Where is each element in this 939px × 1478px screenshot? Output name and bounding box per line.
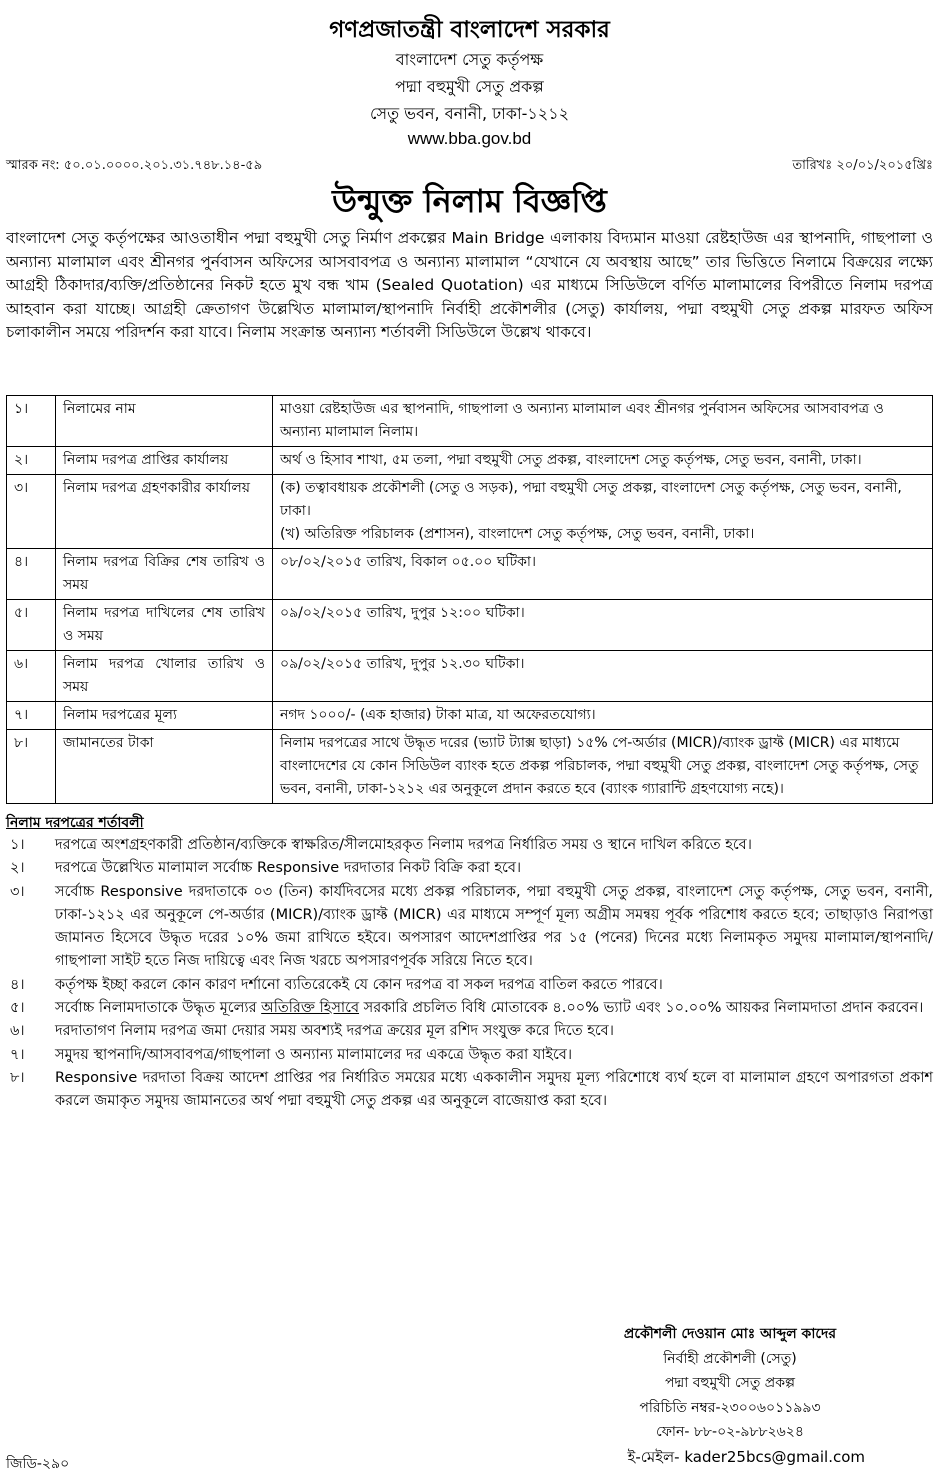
schedule-row-number: ১।	[7, 396, 56, 447]
schedule-row-number: ৩।	[7, 475, 56, 549]
gd-number: জিডি-২৯০	[6, 1456, 70, 1472]
project-name: পদ্মা বহুমুখী সেতু প্রকল্প	[395, 77, 544, 96]
government-title: গণপ্রজাতন্ত্রী বাংলাদেশ সরকার	[329, 17, 610, 43]
schedule-row	[7, 396, 933, 447]
schedule-row-value	[273, 702, 933, 730]
term-text: সর্বোচ্চ Responsive দরদাতাকে ০৩ (তিন) কার্যদিবসের মধ্যে প্রকল্প পরিচালক, পদ্মা বহুমুখী সেতু প্রকল্প, বাংলাদেশ সেতু কর্তৃপক্ষ, সেতু ভবন, বনানী, ঢাকা-১২১২ এর অনুকূলে পে-অর্ডার (MICR)/ব্যাংক ড্রাফ্ট (MICR) এর মাধ্যমে সম্পূর্ণ মূল্য অগ্রীম সমন্বয় পূর্বক পরিশোধ করতে হবে; তাছাড়াও নিরাপত্তা জামানত হিসেবে উদ্ধৃত দরের ১০% জমা রাখিতে হইবে। অপসারণ আদেশপ্রাপ্তির পর ১৫ (পনের) দিনের মধ্যে নিলামকৃত সমুদয় মালামাল/স্থাপনাদি/গাছপালা সাইট হতে নিজ দায়িত্বে এবং নিজ খরচে অপসারণপূর্বক সরিয়ে নিতে হবে।	[55, 883, 933, 970]
notice-title: উন্মুক্ত নিলাম বিজ্ঞপ্তি	[332, 182, 607, 220]
schedule-row-value	[273, 475, 933, 549]
signatory-phone: ফোন- ৮৮-০২-৯৮৮২৬২৪	[656, 1424, 804, 1440]
schedule-row-value	[273, 549, 933, 600]
term-number: ৫।	[10, 1000, 25, 1017]
term-number: ২।	[10, 860, 25, 877]
term-text: দরপত্রে উল্লেখিত মালামাল সর্বোচ্চ Responsive দরদাতার নিকট বিক্রি করা হবে।	[55, 860, 522, 877]
term-item	[6, 881, 933, 974]
notice-date: তারিখঃ ২০/০১/২০১৫খ্রিঃ	[792, 158, 933, 173]
signatory-id: পরিচিতি নম্বর-২৩০০৬০১১৯৯৩	[639, 1399, 821, 1416]
schedule-row-label: নিলাম দরপত্র খোলার তারিখ ও সময়	[56, 651, 273, 702]
schedule-row-label: নিলাম দরপত্র বিক্রির শেষ তারিখ ও সময়	[56, 549, 273, 600]
signatory-project: পদ্মা বহুমুখী সেতু প্রকল্প	[664, 1375, 796, 1391]
website-link[interactable]: www.bba.gov.bd	[407, 129, 532, 148]
schedule-value-line: (ক) তত্বাবধায়ক প্রকৌশলী (সেতু ও সড়ক), পদ্মা বহুমুখী সেতু প্রকল্প, বাংলাদেশ সেতু কর্তৃপক্ষ, সেতু ভবন, বনানী, ঢাকা।	[280, 480, 902, 519]
term-text	[55, 997, 933, 1020]
email-label: ই-মেইল-	[627, 1447, 685, 1466]
authority-name: বাংলাদেশ সেতু কর্তৃপক্ষ	[395, 50, 544, 69]
schedule-value-line: মাওয়া রেষ্টহাউজ এর স্থাপনাদি, গাছপালা ও অন্যান্য মালামাল এবং শ্রীনগর পুর্নবাসন অফিসের আসবাবপত্র ও অন্যান্য মালামাল নিলাম।	[280, 401, 884, 440]
schedule-row-label: নিলামের নাম	[56, 396, 273, 447]
reference-row	[6, 155, 933, 177]
schedule-row-number: ২।	[7, 447, 56, 475]
term-item	[6, 1044, 933, 1067]
term-item	[6, 857, 933, 880]
schedule-value-line: নিলাম দরপত্রের সাথে উদ্ধৃত দরের (ভ্যাট ট্যাক্স ছাড়া) ১৫% পে-অর্ডার (MICR)/ব্যাংক ড্রাফ্ট (MICR) এর মাধ্যমে বাংলাদেশের যে কোন সিডিউল ব্যাংক হতে প্রকল্প পরিচালক, পদ্মা বহুমুখী সেতু প্রকল্প, বাংলাদেশ সেতু কর্তৃপক্ষ, সেতু ভবন, বনানী, ঢাকা-১২১২ এর অনুকূলে প্রদান করতে হবে (ব্যাংক গ্যারান্টি গ্রহণযোগ্য নহে)।	[280, 735, 919, 797]
schedule-row	[7, 730, 933, 804]
schedule-value-line: (খ) অতিরিক্ত পরিচালক (প্রশাসন), বাংলাদেশ সেতু কর্তৃপক্ষ, সেতু ভবন, বনানী, ঢাকা।	[280, 526, 755, 542]
term-underlined-text: অতিরিক্ত হিসাবে	[261, 1000, 360, 1017]
schedule-row-value	[273, 600, 933, 651]
memo-number: স্মারক নং: ৫০.০১.০০০০.২০১.৩১.৭৪৮.১৪-৫৯	[6, 158, 263, 173]
term-number: ৭।	[10, 1046, 25, 1063]
signatory-email-row	[555, 1445, 905, 1470]
term-number: ৮।	[10, 1069, 25, 1086]
schedule-value-line: ০৯/০২/২০১৫ তারিখ, দুপুর ১২:০০ ঘটিকা।	[280, 605, 525, 621]
schedule-row-value	[273, 730, 933, 804]
auction-notice-page	[0, 14, 939, 1478]
schedule-row-number: ৫।	[7, 600, 56, 651]
term-number: ৪।	[10, 976, 25, 993]
schedule-row-label: জামানতের টাকা	[56, 730, 273, 804]
signatory-name: প্রকৌশলী দেওয়ান মোঃ আব্দুল কাদের	[623, 1326, 837, 1342]
term-text: সমুদয় স্থাপনাদি/আসবাবপত্র/গাছপালা ও অন্যান্য মালামালের দর একত্রে উদ্ধৃত করা যাইবে।	[55, 1046, 573, 1063]
term-text: দরদাতাগণ নিলাম দরপত্র জমা দেয়ার সময় অবশ্যই দরপত্র ক্রয়ের মূল রশিদ সংযুক্ত করে দিতে হবে।	[55, 1023, 614, 1040]
schedule-row-label: নিলাম দরপত্র গ্রহণকারীর কার্যালয়	[56, 475, 273, 549]
schedule-row-value	[273, 447, 933, 475]
schedule-row	[7, 600, 933, 651]
term-item	[6, 834, 933, 857]
schedule-row	[7, 447, 933, 475]
schedule-value-line: ০৯/০২/২০১৫ তারিখ, দুপুর ১২.৩০ ঘটিকা।	[280, 656, 525, 672]
term-text: Responsive দরদাতা বিক্রয় আদেশ প্রাপ্তির পর নির্ধারিত সময়ের মধ্যে এককালীন সমুদয় মূল্য পরিশোধে ব্যর্থ হলে বা মালামাল গ্রহণে অপারগতা প্রকাশ করলে জমাকৃত সমুদয় জামানতের অর্থ পদ্মা বহুমুখী সেতু প্রকল্প এর অনুকূলে বাজেয়াপ্ত করা হবে।	[55, 1069, 933, 1110]
schedule-row-value	[273, 396, 933, 447]
signatory-designation: নির্বাহী প্রকৌশলী (সেতু)	[663, 1350, 797, 1367]
office-address: সেতু ভবন, বনানী, ঢাকা-১২১২	[370, 104, 569, 123]
term-item	[6, 997, 933, 1020]
schedule-row	[7, 651, 933, 702]
schedule-table	[6, 395, 933, 804]
term-text-part: সর্বোচ্চ নিলামদাতাকে উদ্ধৃত মূল্যের	[55, 1000, 262, 1017]
schedule-row-number: ৭।	[7, 702, 56, 730]
term-number: ১।	[10, 837, 25, 853]
term-text-part: সরকারি প্রচলিত বিধি মোতাবেক ৪.০০% ভ্যাট এবং ১০.০০% আয়কর নিলামদাতা প্রদান করবেন।	[359, 1000, 924, 1017]
schedule-row-label: নিলাম দরপত্র দাখিলের শেষ তারিখ ও সময়	[56, 600, 273, 651]
email-link[interactable]: kader25bcs@gmail.com	[684, 1447, 865, 1466]
terms-list	[6, 834, 933, 1114]
term-number: ৬।	[10, 1023, 25, 1040]
term-item	[6, 1020, 933, 1043]
terms-heading: নিলাম দরপত্রের শর্তাবলী	[6, 815, 144, 831]
signature-block	[555, 1322, 905, 1469]
schedule-row-number: ৪।	[7, 549, 56, 600]
term-number: ৩।	[10, 883, 25, 900]
schedule-row	[7, 549, 933, 600]
schedule-row-value	[273, 651, 933, 702]
term-item	[6, 974, 933, 997]
intro-paragraph: বাংলাদেশ সেতু কর্তৃপক্ষের আওতাধীন পদ্মা বহুমুখী সেতু নির্মাণ প্রকল্পের Main Bridge এলাকায় বিদ্যমান মাওয়া রেষ্টহাউজ এর স্থাপনাদি, গাছপালা ও অন্যান্য মালামাল এবং শ্রীনগর পুর্নবাসন অফিসের আসবাবপত্র ও অন্যান্য মালামাল “যেখানে যে অবস্থায় আছে” তার ভিত্তিতে নিলামে বিক্রয়ের লক্ষ্যে আগ্রহী ঠিকাদার/ব্যক্তি/প্রতিষ্ঠানের নিকট হতে মুখ বন্ধ খাম (Sealed Quotation) এর মাধ্যমে সিডিউলে বর্ণিত মালামালের বিপরীতে নিলাম দরপত্র আহবান করা যাচ্ছে। আগ্রহী ক্রেতাগণ উল্লেখিত মালামাল/স্থাপনাদি নির্বাহী প্রকৌশলীর (সেতু) কার্যালয়, পদ্মা বহুমুখী সেতু প্রকল্প মারফত অফিস চলাকালীন সময়ে পরিদর্শন করা যাবে। নিলাম সংক্রান্ত অন্যান্য শর্তাবলী সিডিউলে উল্লেখ থাকবে।	[6, 229, 933, 342]
schedule-value-line: নগদ ১০০০/- (এক হাজার) টাকা মাত্র, যা অফেরতযোগ্য।	[280, 707, 596, 723]
term-text: দরপত্রে অংশগ্রহণকারী প্রতিষ্ঠান/ব্যক্তিকে স্বাক্ষরিত/সীলমোহরকৃত নিলাম দরপত্র নির্ধারিত সময় ও স্থানে দাখিল করিতে হবে।	[55, 837, 752, 853]
schedule-row-number: ৬।	[7, 651, 56, 702]
term-text: কর্তৃপক্ষ ইচ্ছা করলে কোন কারণ দর্শানো ব্যতিরেকেই যে কোন দরপত্র বা সকল দরপত্র বাতিল করতে পারবে।	[55, 976, 663, 993]
schedule-row-label: নিলাম দরপত্র প্রাপ্তির কার্যালয়	[56, 447, 273, 475]
schedule-value-line: অর্থ ও হিসাব শাখা, ৫ম তলা, পদ্মা বহুমুখী সেতু প্রকল্প, বাংলাদেশ সেতু কর্তৃপক্ষ, সেতু ভবন, বনানী, ঢাকা।	[280, 452, 862, 468]
schedule-value-line: ০৮/০২/২০১৫ তারিখ, বিকাল ০৫.০০ ঘটিকা।	[280, 554, 536, 570]
schedule-row-number: ৮।	[7, 730, 56, 804]
schedule-row-label: নিলাম দরপত্রের মূল্য	[56, 702, 273, 730]
schedule-row	[7, 475, 933, 549]
schedule-row	[7, 702, 933, 730]
term-item	[6, 1067, 933, 1114]
